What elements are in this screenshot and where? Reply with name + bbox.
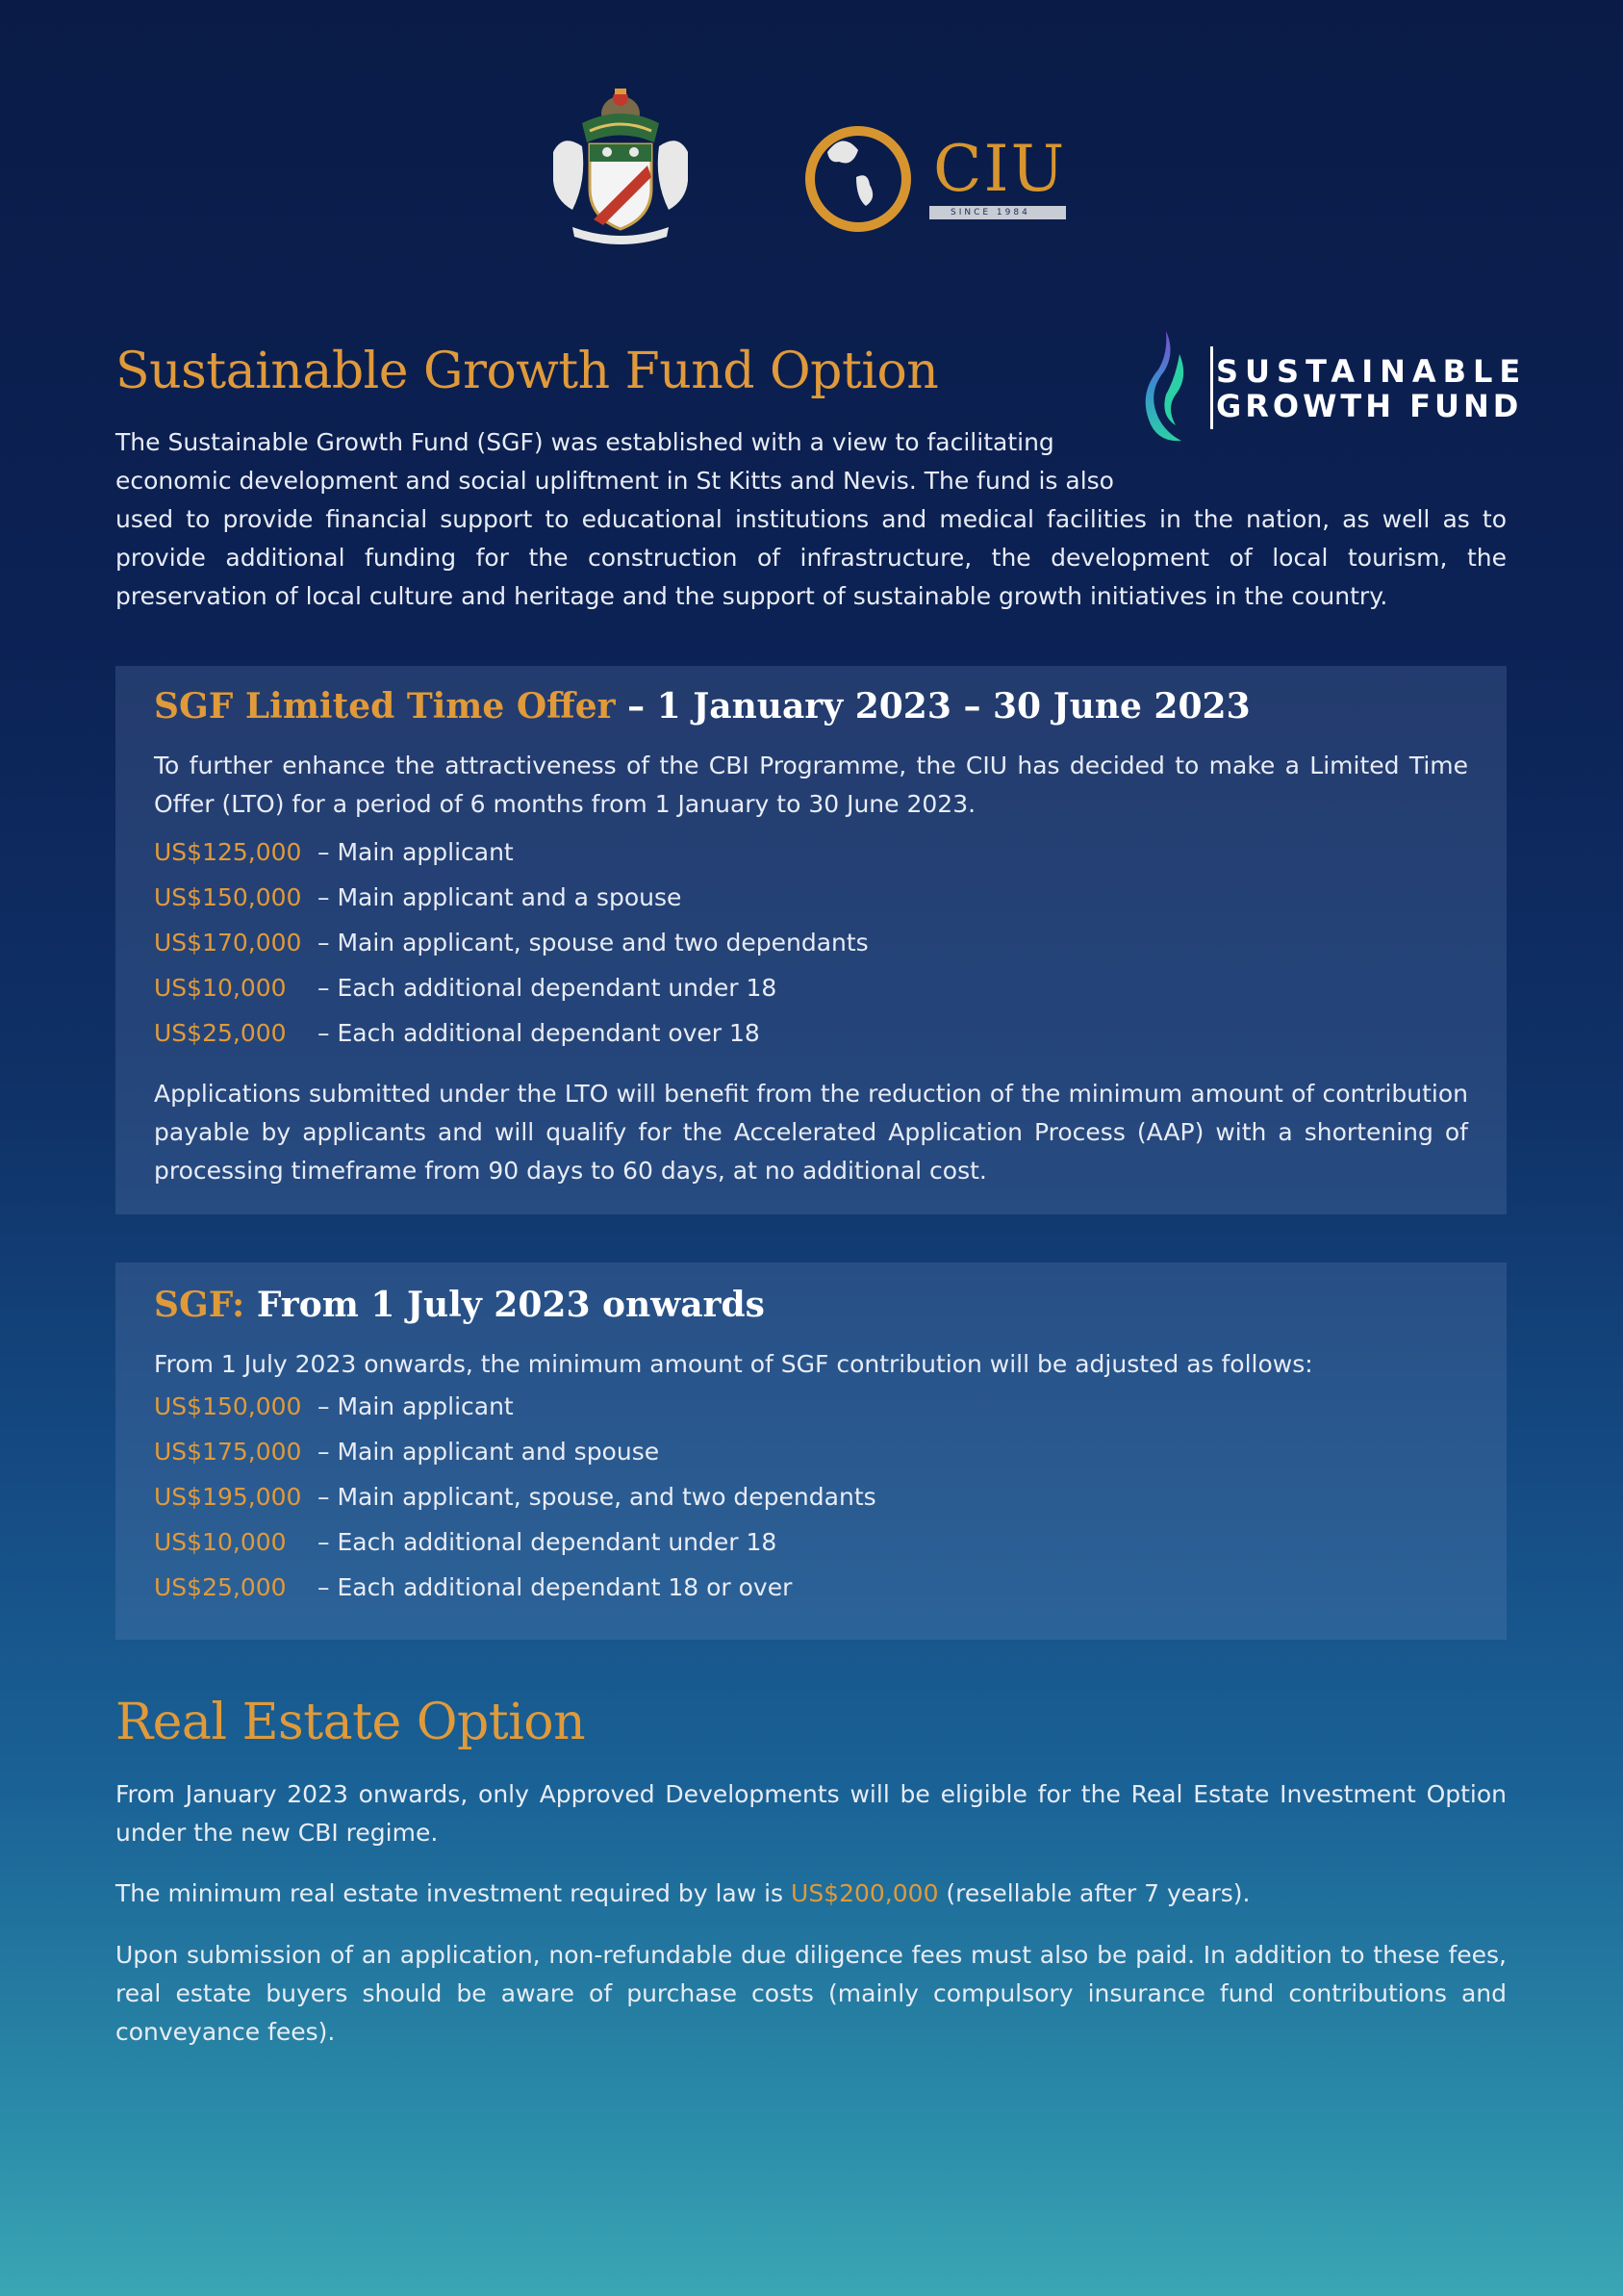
lto-box — [115, 666, 1507, 1214]
lto-title — [154, 685, 1468, 727]
sgf-logo — [1137, 325, 1541, 450]
real-estate-p2: The minimum real estate investment required by law is US$200,000 (resellable after 7 years). — [115, 1879, 1251, 1907]
july-price-list — [154, 1384, 1468, 1610]
july-title — [154, 1284, 1468, 1326]
st-kitts-nevis-coat-of-arms-icon — [544, 85, 697, 246]
price-row: US$25,000 – Each additional dependant over 18 — [154, 1019, 760, 1047]
lto-title-gold: SGF Limited Time Offer — [154, 686, 616, 727]
sgf-logo-line2: GROWTH FUND — [1216, 388, 1523, 424]
july-box — [115, 1263, 1507, 1640]
july-title-rest: From 1 July 2023 onwards — [244, 1285, 765, 1325]
ciu-tagline: SINCE 1984 — [951, 208, 1030, 217]
price-row: US$150,000 – Main applicant — [154, 1392, 514, 1420]
sgf-intro-line1: The Sustainable Growth Fund (SGF) was established with a view to facilitating — [115, 428, 1054, 456]
price-row: US$25,000 – Each additional dependant 18 or over — [154, 1573, 793, 1601]
price-row: US$150,000 – Main applicant and a spouse — [154, 883, 682, 911]
lto-title-dates: – 1 January 2023 – 30 June 2023 — [615, 686, 1251, 727]
sgf-flame-icon — [1137, 325, 1205, 450]
real-estate-title: Real Estate Option — [115, 1694, 586, 1751]
real-estate-min-amount: US$200,000 — [791, 1879, 939, 1907]
price-row: US$175,000 – Main applicant and spouse — [154, 1438, 660, 1466]
real-estate-p3: Upon submission of an application, non-refundable due diligence fees must also be paid. In addition to these fees, real estate buyers should be aware of purchase costs (mainly compulsory insurance fund contributions and conveyance fees). — [115, 1941, 1507, 2046]
july-intro: From 1 July 2023 onwards, the minimum amount of SGF contribution will be adjusted as follows: — [154, 1350, 1313, 1378]
ciu-wordmark: CIU — [933, 132, 1067, 206]
sgf-section-title: Sustainable Growth Fund Option — [115, 343, 939, 400]
sgf-intro-rest: used to provide financial support to educational institutions and medical facilities in the nation, as well as to provide additional funding for the construction of infrastructure, the development of local tourism, the preservation of local culture and heritage and the support of sustainable growth initiatives in the country. — [115, 505, 1507, 610]
sgf-logo-text — [1216, 354, 1527, 423]
lto-price-list — [154, 829, 1468, 1056]
sgf-logo-divider — [1210, 346, 1213, 429]
july-title-gold: SGF: — [154, 1285, 245, 1325]
lto-intro: To further enhance the attractiveness of the CBI Programme, the CIU has decided to make a Limited Time Offer (LTO) for a period of 6 months from 1 January to 30 June 2023. — [154, 752, 1468, 818]
sgf-intro-line2: economic development and social upliftment in St Kitts and Nevis. The fund is also — [115, 467, 1114, 495]
real-estate-p1: From January 2023 onwards, only Approved Developments will be eligible for the Real Estate Investment Option under the new CBI regime. — [115, 1780, 1507, 1847]
price-row: US$10,000 – Each additional dependant under 18 — [154, 974, 777, 1002]
ciu-logo — [800, 121, 1089, 246]
price-row: US$125,000 – Main applicant — [154, 838, 514, 866]
price-row: US$10,000 – Each additional dependant under 18 — [154, 1528, 777, 1556]
price-row: US$170,000 – Main applicant, spouse and two dependants — [154, 929, 869, 957]
price-row: US$195,000 – Main applicant, spouse, and two dependants — [154, 1483, 876, 1511]
sgf-logo-line1: SUSTAINABLE — [1216, 353, 1528, 390]
header-logos — [0, 79, 1623, 252]
lto-footer: Applications submitted under the LTO will benefit from the reduction of the minimum amount of contribution payable by applicants and will qualify for the Accelerated Application Process (AAP) with a shortening of processing timeframe from 90 days to 60 days, at no additional cost. — [154, 1080, 1468, 1185]
